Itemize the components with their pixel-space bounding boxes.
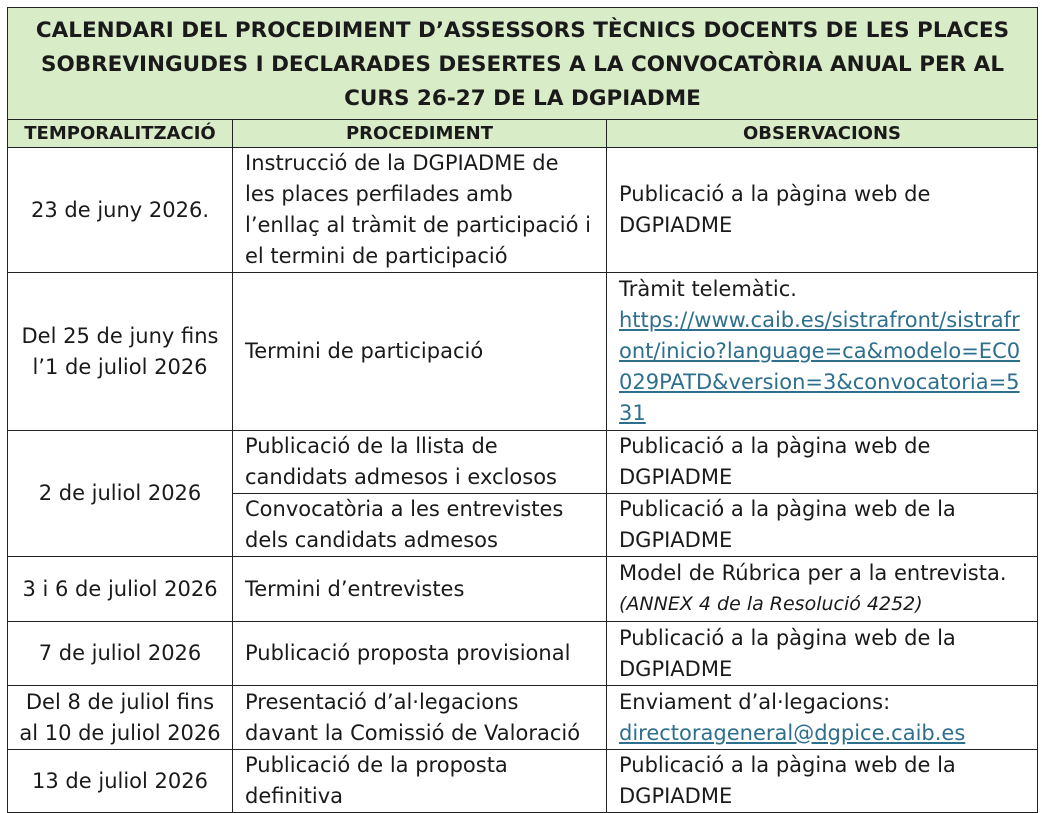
- annex-note: (ANNEX 4 de la Resolució 4252): [619, 593, 923, 615]
- row-procedure: Instrucció de la DGPIADME de les places perfilades amb l’enllaç al tràmit de participació i el termini de participació: [233, 148, 607, 273]
- table-row: [8, 622, 1038, 686]
- header-observacions: OBSERVACIONS: [607, 120, 1038, 148]
- calendar-table: [7, 7, 1038, 813]
- row-observation-cell: [607, 686, 1038, 750]
- email-link[interactable]: directorageneral@dgpice.caib.es: [619, 720, 966, 745]
- row-procedure: Publicació de la llista de candidats admesos i exclosos: [233, 431, 607, 494]
- header-row: [8, 120, 1038, 148]
- header-temporalitzacio: TEMPORALITZACIÓ: [8, 120, 233, 148]
- row-observation: Publicació a la pàgina web de DGPIADME: [607, 148, 1038, 273]
- table-row: [8, 557, 1038, 622]
- table-row: [8, 750, 1038, 813]
- row-date: Del 8 de juliol fins al 10 de juliol 2026: [8, 686, 233, 750]
- row-procedure: Convocatòria a les entrevistes dels candidats admesos: [233, 494, 607, 557]
- row-date: 7 de juliol 2026: [8, 622, 233, 686]
- row-procedure: Publicació proposta provisional: [233, 622, 607, 686]
- row-observation-cell: [607, 557, 1038, 622]
- row-date: 23 de juny 2026.: [8, 148, 233, 273]
- row-date: 3 i 6 de juliol 2026: [8, 557, 233, 622]
- row-procedure: Termini d’entrevistes: [233, 557, 607, 622]
- row-observation: Publicació a la pàgina web de la DGPIADME: [607, 750, 1038, 813]
- row-procedure: Termini de participació: [233, 273, 607, 431]
- title-row: [8, 8, 1038, 120]
- row-observation: Model de Rúbrica per a la entrevista.: [619, 561, 1007, 585]
- row-observation-cell: [607, 273, 1038, 431]
- row-observation: Publicació a la pàgina web de la DGPIADME: [607, 622, 1038, 686]
- header-procediment: PROCEDIMENT: [233, 120, 607, 148]
- row-procedure: Presentació d’al·legacions davant la Comissió de Valoració: [233, 686, 607, 750]
- table-row: [8, 686, 1038, 750]
- row-observation: Tràmit telemàtic.: [619, 277, 797, 301]
- row-date: Del 25 de juny fins l’1 de juliol 2026: [8, 273, 233, 431]
- participation-link[interactable]: https://www.caib.es/sistrafront/sistrafront/inicio?language=ca&modelo=EC0029PATD&version=3&convocatoria=531: [619, 308, 1021, 425]
- row-date: 13 de juliol 2026: [8, 750, 233, 813]
- row-date: 2 de juliol 2026: [8, 431, 233, 557]
- row-procedure: Publicació de la proposta definitiva: [233, 750, 607, 813]
- table-row: [8, 431, 1038, 494]
- table-row: [8, 273, 1038, 431]
- table-title: CALENDARI DEL PROCEDIMENT D’ASSESSORS TÈCNICS DOCENTS DE LES PLACES SOBREVINGUDES I DECLARADES DESERTES A LA CONVOCATÒRIA ANUAL PER AL CURS 26-27 DE LA DGPIADME: [8, 8, 1038, 120]
- row-observation: Enviament d’al·legacions:: [619, 689, 891, 714]
- row-observation: Publicació a la pàgina web de la DGPIADME: [607, 494, 1038, 557]
- table-row: [8, 148, 1038, 273]
- row-observation: Publicació a la pàgina web de DGPIADME: [607, 431, 1038, 494]
